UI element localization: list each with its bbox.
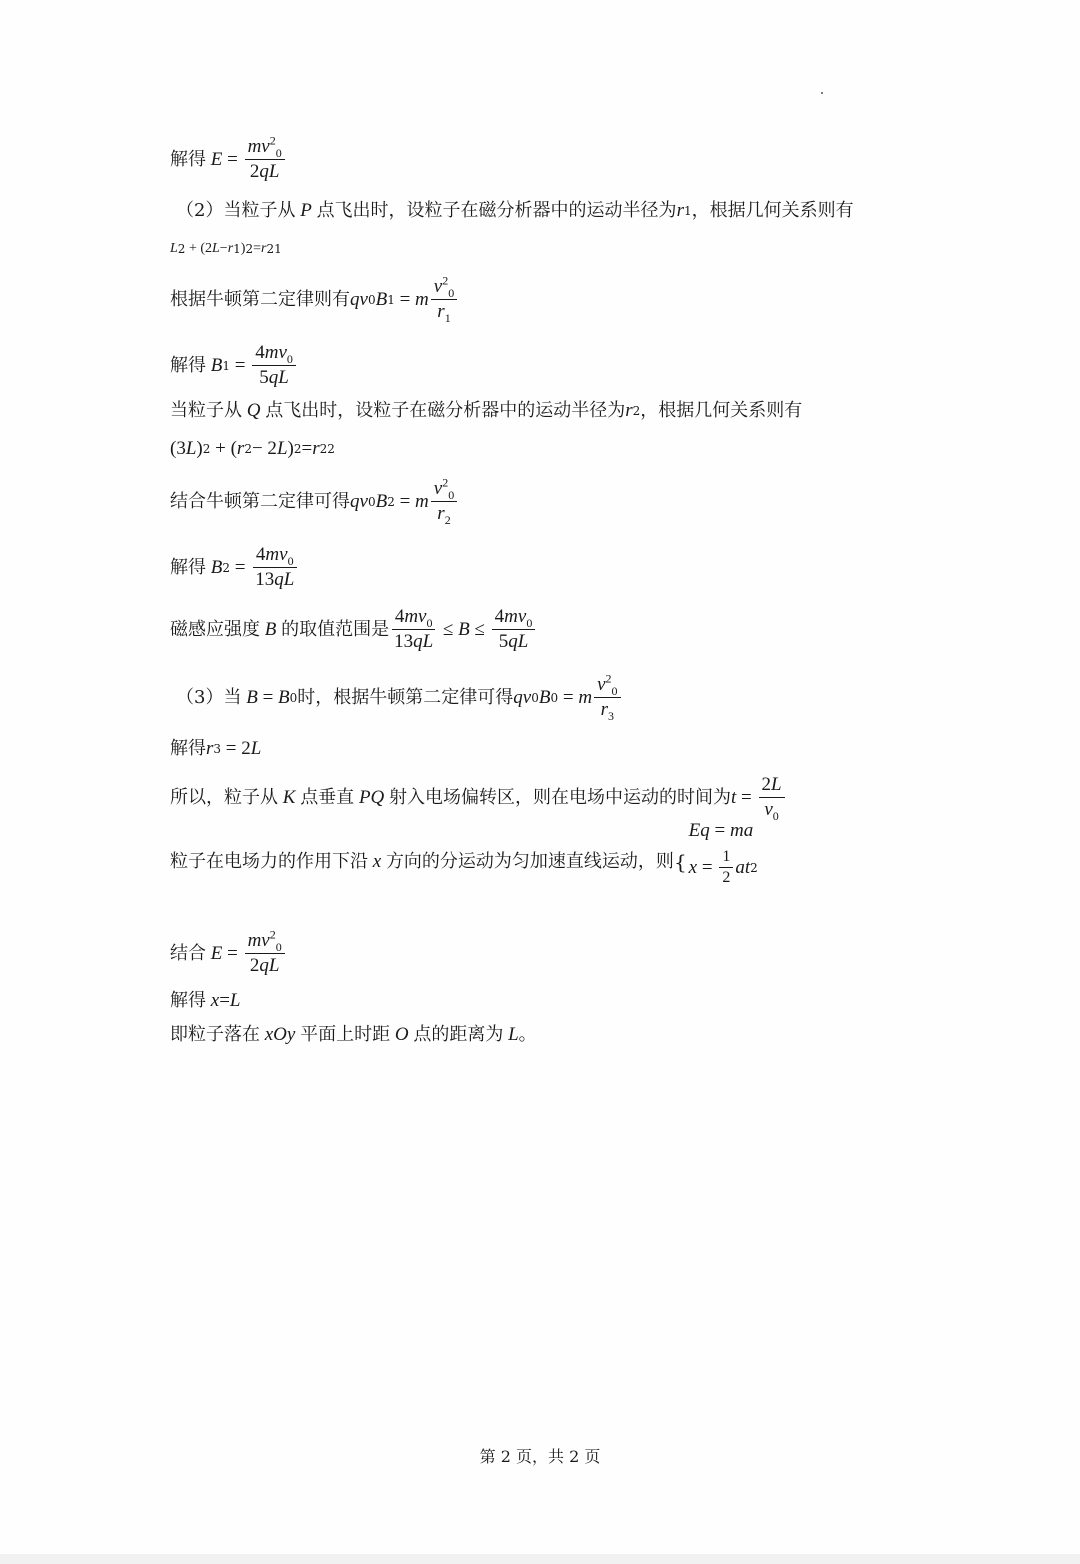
fraction: $\frac{mv^2_0}{2qL}$ (245, 930, 285, 977)
fraction: $\frac{v^2_0}{r_1}$ (431, 276, 457, 323)
text: 解得 (170, 556, 206, 578)
text: 解得 (170, 738, 206, 759)
fraction: $\frac{4mv_0}{13qL}$ (252, 544, 297, 591)
line-combine-E: 结合 E = $\frac{mv^2_0}{2qL}$ (170, 930, 287, 977)
text: 当粒子从 (170, 400, 242, 421)
fraction: $\frac{1}{2}$ (719, 848, 733, 887)
text: 平面上时距 (300, 1024, 391, 1045)
fraction: $\frac{2L}{v_0}$ (759, 774, 785, 821)
fraction: $\frac{v^2_0}{r_2}$ (431, 478, 457, 525)
text: 点的距离为 (413, 1024, 504, 1045)
text: 解得 (170, 990, 206, 1011)
text: 点垂直 (300, 786, 355, 808)
text: 结合牛顿第二定律可得 (170, 490, 350, 512)
text: 点飞出时，设粒子在磁分析器中的运动半径为 (265, 400, 626, 421)
line-solve-r3: 解得 r 3 = 2 L (170, 738, 262, 759)
text: 射入电场偏转区，则在电场中运动的时间为 (389, 786, 732, 808)
fraction: $\frac{v^2_0}{r_3}$ (594, 674, 620, 721)
equation-geometry-2: (3 L ) 2 + ( r 2 − 2 L ) 2 = r 2 2 (170, 438, 335, 459)
text: 点飞出时，设粒子在磁分析器中的运动半径为 (316, 200, 677, 221)
text: 时，根据牛顿第二定律可得 (297, 686, 514, 708)
brace: { (673, 849, 687, 874)
text: 解得 (170, 148, 206, 170)
text: 磁感应强度 (170, 618, 260, 640)
text: ，根据几何关系则有 (640, 400, 803, 421)
line-Q-intro: 当粒子从 Q 点飞出时，设粒子在磁分析器中的运动半径为 r 2 ，根据几何关系则有 (170, 400, 803, 421)
text: 的取值范围是 (281, 618, 390, 640)
text: 结合 (170, 942, 206, 964)
fraction: $\frac{4mv_0}{5qL}$ (252, 342, 296, 389)
line-solve-E: 解得 E = $\frac{mv^2_0}{2qL}$ (170, 136, 287, 183)
fraction: $\frac{4mv_0}{13qL}$ (391, 606, 436, 653)
text: 。 (518, 1024, 537, 1045)
scan-speck (821, 92, 823, 94)
line-conclusion: 即粒子落在 xOy 平面上时距 O 点的距离为 L 。 (170, 1024, 537, 1045)
line-B-range: 磁感应强度 B 的取值范围是 $\frac{4mv_0}{13qL}$ ≤ B ≤ $\frac{4mv_0}{5qL}$ (170, 606, 537, 653)
line-part2-intro: （2）当粒子从 P 点飞出时，设粒子在磁分析器中的运动半径为 r 1 ，根据几何关系则有 (176, 200, 854, 221)
text: 所以，粒子从 (170, 786, 278, 808)
line-x-motion: 粒子在电场力的作用下沿 x 方向的分运动为匀加速直线运动，则 { Eq = ma x = $\frac{1}{2}$ at 2 (170, 820, 758, 886)
text: ，根据几何关系则有 (691, 200, 854, 221)
line-newton-2: 结合牛顿第二定律可得 qv 0 B 2 = m $\frac{v^2_0}{r_2}$ (170, 478, 459, 525)
text: （3）当 (176, 686, 242, 708)
text: （2）当粒子从 (176, 200, 296, 221)
page-footer: 第 2 页，共 2 页 (479, 1447, 601, 1466)
text: 即粒子落在 (170, 1024, 260, 1045)
line-newton-1: 根据牛顿第二定律则有 qv 0 B 1 = m $\frac{v^2_0}{r_1}$ (170, 276, 459, 323)
equation-system: Eq = ma x = $\frac{1}{2}$ at 2 (688, 820, 758, 886)
line-solve-x: 解得 x = L (170, 990, 241, 1011)
text: 方向的分运动为匀加速直线运动，则 (385, 850, 674, 872)
scan-edge (0, 1554, 1080, 1564)
line-solve-B1: 解得 B 1 = $\frac{4mv_0}{5qL}$ (170, 342, 298, 389)
line-solve-B2: 解得 B 2 = $\frac{4mv_0}{13qL}$ (170, 544, 299, 591)
fraction: $\frac{4mv_0}{5qL}$ (492, 606, 536, 653)
equation-geometry-1: L 2 + (2 L − r 1 ) 2 = r 2 1 (170, 241, 282, 256)
text: 根据牛顿第二定律则有 (170, 288, 350, 310)
line-part3-intro: （3）当 B = B 0 时，根据牛顿第二定律可得 qv 0 B 0 = m $\frac{v^2_0}{r_3}$ (176, 674, 623, 721)
text: 解得 (170, 354, 206, 376)
text: 粒子在电场力的作用下沿 (170, 850, 368, 872)
fraction: $\frac{mv^2_0}{2qL}$ (245, 136, 285, 183)
line-time: 所以，粒子从 K 点垂直 PQ 射入电场偏转区，则在电场中运动的时间为 t = $\frac{2L}{v_0}$ (170, 774, 787, 821)
